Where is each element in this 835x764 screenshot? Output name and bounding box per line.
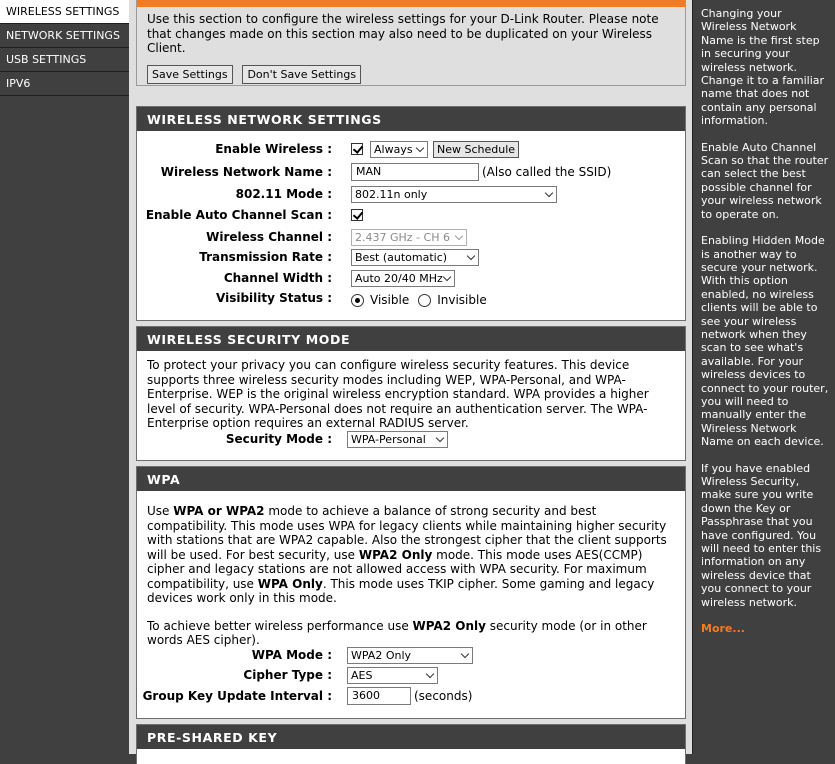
wpa-performance-note: [147, 619, 675, 648]
wireless-network-name-input[interactable]: MAN: [351, 163, 479, 181]
wpa-note-bold: WPA2 Only: [412, 618, 486, 633]
wireless-security-mode-title: WIRELESS SECURITY MODE: [137, 327, 685, 351]
nav-item-network-settings[interactable]: NETWORK SETTINGS: [0, 24, 129, 48]
chevron-down-icon: [455, 231, 463, 239]
invisible-label: Invisible: [437, 293, 487, 307]
security-mode-value: WPA-Personal: [351, 432, 426, 446]
group-key-interval-input[interactable]: 3600: [347, 687, 411, 705]
help-sidebar: [692, 0, 835, 754]
help-security: If you have enabled Wireless Security, make sure you write down the Key or Passphrase that you have configured. You will need to enter this information on any wireless device that you connect to your wireless network.: [701, 461, 822, 609]
transmission-rate-label: Transmission Rate :: [199, 250, 332, 264]
new-schedule-button[interactable]: New Schedule: [433, 141, 519, 158]
cipher-type-label: Cipher Type :: [243, 668, 332, 682]
nav-item-wireless-settings[interactable]: WIRELESS SETTINGS: [0, 0, 129, 24]
chevron-down-icon: [426, 669, 434, 677]
help-auto-channel: Enable Auto Channel Scan so that the router can select the best possible channel for your wireless network to operate on.: [701, 140, 829, 221]
wpa-note-part-c: security mode (or in other words AES cipher).: [147, 618, 647, 647]
wpa-desc-part-c: mode to achieve a balance of strong security and best compatibility. This mode uses WPA for legacy clients while maintaining higher security with stations that are WPA2 capable. Also the strongest cipher that the client supports will be used. For best security, use: [147, 504, 667, 562]
intro-accent-bar: [137, 0, 685, 7]
wireless-channel-value: 2.437 GHz - CH 6: [355, 230, 450, 244]
intro-panel: [136, 0, 686, 86]
security-mode-label: Security Mode :: [225, 432, 332, 446]
chevron-down-icon: [416, 143, 424, 151]
wpa-mode-value: WPA2 Only: [351, 648, 412, 662]
help-hidden-mode: Enabling Hidden Mode is another way to secure your network. With this option enabled, no wireless clients will be able to see your wireless network when they scan to see what's available. For your wireless devices to connect to your router, you will need to manually enter the Wireless Network Name on each device.: [701, 234, 829, 449]
chevron-down-icon: [467, 251, 475, 259]
more-link[interactable]: More...: [701, 622, 745, 636]
wpa-desc-part-d: mode. This mode uses AES(CCMP) cipher and legacy stations are not allowed access with WPA security. For maximum compatibility, use: [147, 547, 647, 591]
transmission-rate-select[interactable]: [351, 249, 479, 266]
wpa-note-part-a: To achieve better wireless performance use: [147, 618, 413, 633]
wireless-network-settings-panel: [136, 106, 686, 321]
left-nav: [0, 0, 129, 754]
wpa-desc-bold-3: WPA Only: [257, 576, 323, 591]
wireless-network-name-label: Wireless Network Name :: [160, 165, 332, 179]
schedule-select-value: Always: [374, 142, 413, 156]
visibility-status-label: Visibility Status :: [216, 291, 332, 305]
nav-item-usb-settings[interactable]: USB SETTINGS: [0, 48, 129, 72]
wpa-mode-select[interactable]: [347, 647, 473, 664]
nav-item-ipv6[interactable]: IPV6: [0, 72, 129, 96]
pre-shared-key-panel: [136, 724, 686, 764]
wpa-desc-part-e: . This mode uses TKIP cipher. Some gaming and legacy devices work only in this mode.: [147, 576, 655, 605]
wpa-desc-bold-1: WPA or WPA2: [173, 504, 265, 518]
80211-mode-select[interactable]: [351, 186, 557, 203]
chevron-down-icon: [436, 433, 444, 441]
chevron-down-icon: [443, 272, 451, 280]
intro-text: Use this section to configure the wireless settings for your D-Link Router. Please note that changes made on this section may also need to be duplicated on your Wireless Client.: [147, 12, 659, 55]
80211-mode-value: 802.11n only: [355, 187, 428, 201]
enable-wireless-checkbox[interactable]: [351, 143, 363, 155]
channel-width-select[interactable]: [351, 270, 455, 287]
visible-label: Visible: [370, 293, 410, 307]
wpa-description: [147, 504, 675, 606]
dont-save-settings-button[interactable]: Don't Save Settings: [242, 65, 361, 84]
wpa-mode-label: WPA Mode :: [251, 648, 332, 662]
auto-channel-scan-label: Enable Auto Channel Scan :: [145, 208, 332, 222]
wireless-security-mode-panel: [136, 326, 686, 461]
interval-unit: (seconds): [414, 689, 473, 703]
pre-shared-key-title: PRE-SHARED KEY: [137, 725, 685, 749]
invisible-radio[interactable]: [418, 294, 431, 307]
security-description: To protect your privacy you can configure wireless security features. This device supports three wireless security modes including WEP, WPA-Personal, and WPA-Enterprise. WEP is the original wireless encryption standard. WPA provides a higher level of security. WPA-Personal does not require an authentication server. The WPA-Enterprise option requires an external RADIUS server.: [147, 358, 649, 430]
main-content: [129, 0, 692, 754]
auto-channel-scan-checkbox[interactable]: [351, 209, 363, 221]
wpa-panel: [136, 466, 686, 719]
ssid-note: (Also called the SSID): [482, 165, 612, 179]
80211-mode-label: 802.11 Mode :: [235, 187, 332, 201]
chevron-down-icon: [545, 188, 553, 196]
wpa-desc-bold-2: WPA2 Only: [358, 547, 433, 562]
wireless-channel-select[interactable]: [351, 229, 467, 246]
transmission-rate-value: Best (automatic): [355, 250, 448, 264]
channel-width-label: Channel Width :: [223, 271, 332, 285]
cipher-type-select[interactable]: [347, 667, 438, 684]
help-network-name: Changing your Wireless Network Name is the first step in securing your wireless network. Change it to a familiar name that does not contain any personal information.: [701, 7, 825, 128]
save-settings-button[interactable]: Save Settings: [147, 65, 233, 84]
wireless-network-settings-title: WIRELESS NETWORK SETTINGS: [137, 107, 685, 131]
security-mode-select[interactable]: [347, 431, 448, 448]
channel-width-value: Auto 20/40 MHz: [355, 271, 443, 285]
enable-wireless-label: Enable Wireless :: [215, 142, 332, 156]
wireless-channel-label: Wireless Channel :: [206, 230, 332, 244]
chevron-down-icon: [461, 649, 469, 657]
group-key-interval-label: Group Key Update Interval :: [142, 689, 332, 703]
wpa-title: WPA: [137, 467, 685, 491]
wpa-desc-part-a: Use: [147, 504, 174, 518]
cipher-type-value: AES: [351, 668, 373, 682]
visible-radio[interactable]: [351, 294, 364, 307]
schedule-select[interactable]: [370, 141, 428, 158]
